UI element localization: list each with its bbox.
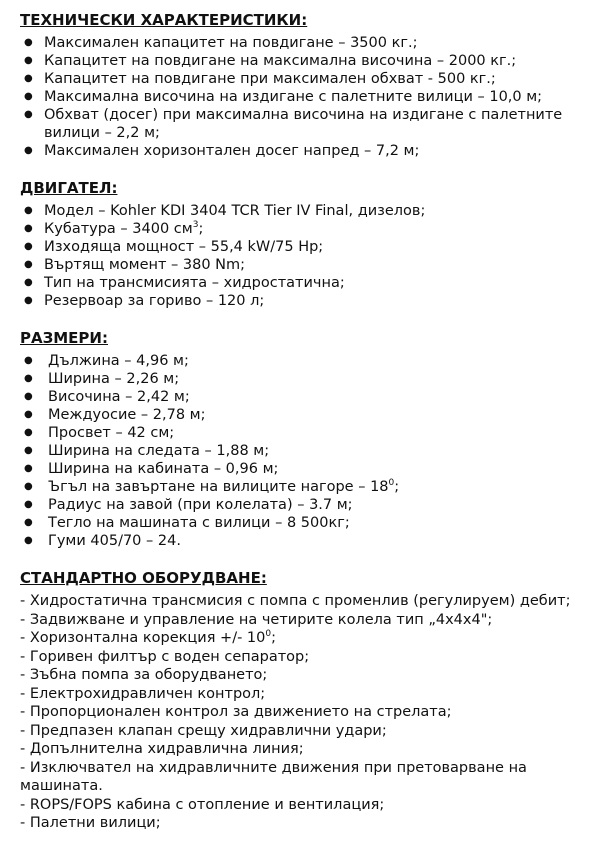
cubature-text: Кубатура – 3400 см [44, 221, 193, 237]
list-item-cubature [20, 220, 592, 238]
list-item: - Задвижване и управление на четирите колела тип „4х4х4"; [20, 611, 493, 628]
list-item: - Хидростатична трансмисия с помпа с променлив (регулируем) дебит; [20, 593, 571, 609]
engine-list [20, 202, 592, 310]
list-item: ● Максимален капацитет на повдигане – 3500 кг.; [20, 34, 592, 52]
heading-dimensions: РАЗМЕРИ: [20, 329, 108, 347]
list-item: - Предпазен клапан срещу хидравлични удари; [20, 722, 387, 739]
list-item: ● Резервоар за гориво – 120 л; [20, 292, 592, 310]
list-item: - ROPS/FOPS кабина с отопление и вентилация; [20, 796, 385, 813]
list-item: ● Просвет – 42 см; [20, 424, 592, 442]
correction-superscript: 0 [265, 629, 272, 640]
list-item-correction [20, 629, 592, 648]
list-item: ● Ширина – 2,26 м; [20, 370, 592, 388]
angle-text: Ъгъл на завъртане на вилиците нагоре – 18 [48, 479, 389, 495]
heading-equipment: СТАНДАРТНО ОБОРУДВАНЕ: [20, 569, 267, 587]
correction-text: - Хоризонтална корекция +/- 10 [20, 630, 266, 646]
list-item: - Изключвател на хидравличните движения при претоварване на машината. [20, 759, 527, 794]
list-item: ● Обхват (досег) при максимална височина на издигане с палетните вилици – 2,2 м; [20, 106, 592, 142]
heading-technical: ТЕХНИЧЕСКИ ХАРАКТЕРИСТИКИ: [20, 11, 308, 29]
list-item: ● Радиус на завой (при колелата) – 3.7 м; [20, 496, 592, 514]
list-item: ● Тип на трансмисията – хидростатична; [20, 274, 592, 292]
technical-list [20, 34, 592, 160]
list-item-angle [20, 478, 592, 496]
list-item: ● Изходяща мощност – 55,4 kW/75 Hp; [20, 238, 592, 256]
cubature-tail: ; [198, 221, 204, 237]
list-item: ● Ширина на кабината – 0,96 м; [20, 460, 592, 478]
section-equipment [20, 568, 592, 833]
list-item: ● Ширина на следата – 1,88 м; [20, 442, 592, 460]
document-body [20, 10, 592, 851]
section-technical [20, 10, 592, 160]
list-item: ● Дължина – 4,96 м; [20, 352, 592, 370]
angle-tail: ; [394, 479, 400, 495]
list-item: - Зъбна помпа за оборудването; [20, 667, 268, 683]
list-item: - Допълнителна хидравлична линия; [20, 741, 304, 757]
list-item: ● Височина – 2,42 м; [20, 388, 592, 406]
list-item: ● Тегло на машината с вилици – 8 500кг; [20, 514, 592, 532]
list-item: ● Модел – Kohler KDI 3404 TCR Tier IV Final, дизелов; [20, 202, 592, 220]
correction-tail: ; [271, 630, 276, 646]
list-item: ● Капацитет на повдигане при максимален обхват - 500 кг.; [20, 70, 592, 88]
list-item: - Пропорционален контрол за движението на стрелата; [20, 704, 452, 720]
list-item: ● Гуми 405/70 – 24. [20, 532, 592, 550]
list-item: ● Въртящ момент – 380 Nm; [20, 256, 592, 274]
dimensions-list [20, 352, 592, 550]
heading-engine: ДВИГАТЕЛ: [20, 179, 118, 197]
list-item: - Палетни вилици; [20, 815, 161, 831]
section-dimensions [20, 328, 592, 550]
list-item: ● Максимален хоризонтален досег напред – 7,2 м; [20, 142, 592, 160]
list-item: ● Междуосие – 2,78 м; [20, 406, 592, 424]
section-engine [20, 178, 592, 310]
list-item: - Електрохидравличен контрол; [20, 685, 266, 702]
list-item: - Горивен филтър с воден сепаратор; [20, 648, 310, 665]
list-item: ● Капацитет на повдигане на максимална височина – 2000 кг.; [20, 52, 592, 70]
list-item: ● Максимална височина на издигане с палетните вилици – 10,0 м; [20, 88, 592, 106]
angle-superscript: 0 [388, 478, 395, 489]
equipment-list [20, 592, 592, 833]
cubature-superscript: 3 [192, 220, 199, 231]
